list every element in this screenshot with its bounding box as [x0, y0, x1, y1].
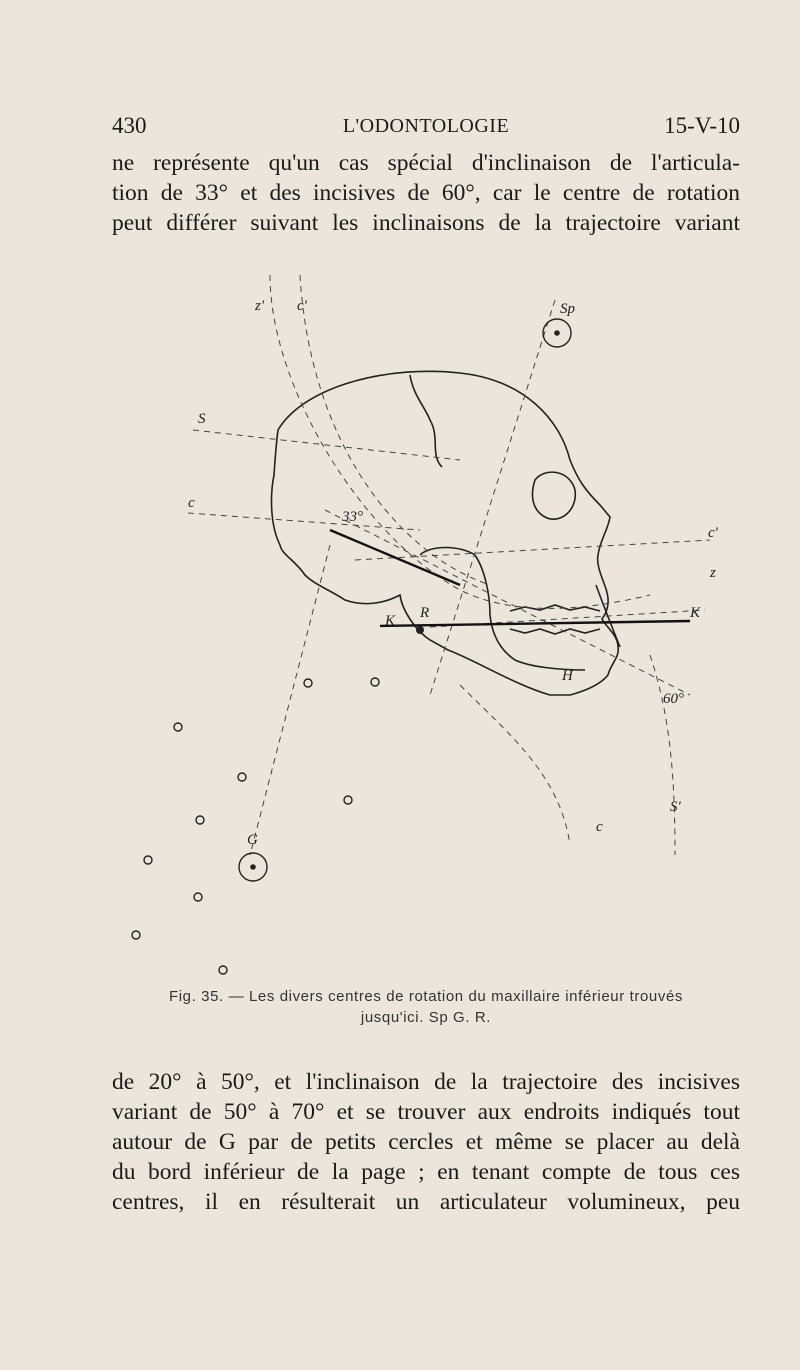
issue-date: 15-V-10 [664, 113, 740, 138]
label-s-bottom: S' [670, 799, 681, 815]
caption-line: Fig. 35. — Les divers centres de rotation du maxillaire inférieur trouvés [168, 988, 683, 1005]
label-sp: Sp [560, 301, 575, 317]
centre-small [238, 773, 246, 781]
label-z-top: z' [255, 298, 265, 314]
centre-small [371, 678, 379, 686]
label-s-left: S [198, 411, 206, 427]
text-line: ne représente qu'un cas spécial d'inclinaison de l'articula- [112, 150, 740, 176]
centre-dot [554, 330, 560, 336]
text-line: autour de G par de petits cercles et même se placer au delà [112, 1129, 740, 1155]
label-angle-33: 33° [342, 509, 363, 525]
text-line: du bord inférieur de la page ; en tenant compte de tous ces [112, 1159, 740, 1185]
journal-title: L'ODONTOLOGIE [342, 115, 510, 137]
arc-line [460, 685, 570, 845]
label-z-right: z [710, 565, 716, 581]
text-line: variant de 50° à 70° et se trouver aux endroits indiqués tout [112, 1099, 740, 1125]
label-angle-60: 60° [663, 691, 684, 707]
bottom-paragraph [112, 1067, 740, 1217]
label-h: H [562, 668, 573, 684]
centre-small [144, 856, 152, 864]
centre-small [174, 723, 182, 731]
figure-caption [112, 986, 740, 1028]
figure-skull-rotation-centres [130, 255, 760, 985]
trajectory-line [355, 540, 710, 560]
orbit [532, 472, 575, 519]
label-k-right: K [690, 605, 701, 621]
caption-line: jusqu'ici. Sp G. R. [360, 1009, 492, 1026]
text-line: tion de 33° et des incisives de 60°, car le centre de rotation [112, 180, 740, 206]
centre-small [344, 796, 352, 804]
trajectory-line [250, 545, 330, 855]
arc-line [300, 275, 490, 585]
centre-dot [416, 626, 424, 634]
mandible-outline [420, 548, 585, 671]
top-paragraph [112, 148, 740, 238]
centre-small [196, 816, 204, 824]
centre-small [194, 893, 202, 901]
trajectory-line [430, 300, 555, 695]
occlusal-line [380, 621, 690, 626]
figure-drawing [130, 255, 760, 985]
text-line: de 20° à 50°, et l'inclinaison de la trajectoire des incisives [112, 1069, 740, 1095]
centre-small [132, 931, 140, 939]
label-c-right: c' [708, 525, 718, 541]
trajectory-line [193, 430, 460, 460]
centre-small [219, 966, 227, 974]
centre-small [304, 679, 312, 687]
label-g: G [247, 832, 258, 848]
cranial-suture [410, 375, 442, 467]
text-line: centres, il en résulterait un articulateur volumineux, peu [112, 1189, 740, 1215]
text-line: peut différer suivant les inclinaisons de la trajectoire variant [112, 210, 740, 236]
running-head [112, 113, 740, 143]
label-c-bottom: c [596, 819, 603, 835]
label-c-left: c [188, 495, 195, 511]
label-k-left: K [385, 613, 396, 629]
page-number: 430 [112, 113, 147, 138]
trajectory-line [188, 513, 420, 530]
centre-dot [250, 864, 256, 870]
label-r: R [420, 605, 430, 621]
label-c-top: c' [297, 298, 307, 314]
occlusal-line [330, 530, 460, 585]
